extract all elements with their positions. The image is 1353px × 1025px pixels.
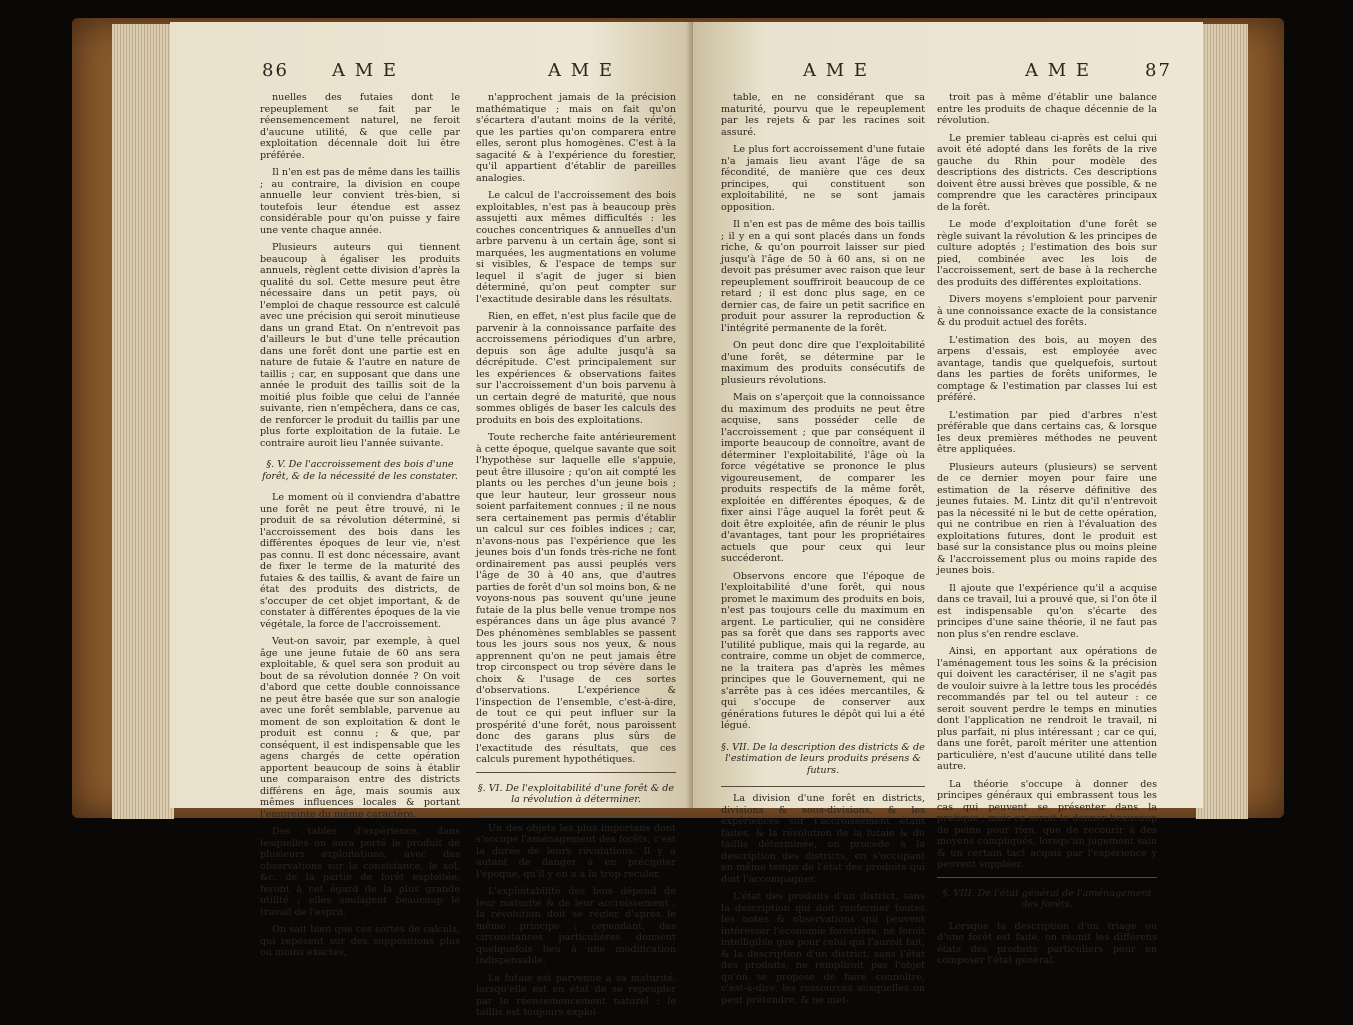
page-number: 87 xyxy=(1145,60,1172,81)
text-column-1 xyxy=(260,92,460,965)
paragraph: Il ajoute que l'expérience qu'il a acquise dans ce travail, lui a prouvé que, si l'on ôte il est indispensable qu'on s'écarte des principes d'une saine théorie, il ne faut pas non plus s'en rendre esclave. xyxy=(937,582,1157,640)
running-header: A M E xyxy=(548,60,615,81)
text-column-2 xyxy=(937,92,1157,973)
paragraph: Il n'en est pas de même des bois taillis ; il y en a qui sont placés dans un fonds riche, & qu'on pourroit laisser sur pied jusqu'à l'âge de 50 à 60 ans, si on ne devoit pas présumer avec raison que leur repeuplement souffriroit beaucoup de ce retard ; il est donc plus sage, en ce dernier cas, de faire un petit sacrifice en produit pour assurer la reproduction & l'intégrité permanente de la forêt. xyxy=(721,219,925,334)
paragraph: Le premier tableau ci-après est celui qui avoit été adopté dans les forêts de la rive gauche du Rhin pour modèle des descriptions des districts. Ces descriptions doivent être aussi brèves que possible, & ne comprendre que les caractères principaux de la forêt. xyxy=(937,132,1157,213)
paragraph: L'estimation par pied d'arbres n'est préférable que dans certains cas, & lorsque les deux premières méthodes ne peuvent être appliquées. xyxy=(937,409,1157,455)
paragraph: Toute recherche faite antérieurement à cette époque, quelque savante que soit l'hypothèse sur laquelle elle s'appuie, peut être illusoire ; qu'on ait compté les plants ou les perches d'un jeune bois ; que leur hauteur, leur grosseur nous soient parfaitement connues ; il ne nous sera certainement pas permis d'établir un calcul sur ces foibles indices ; car, n'avons-nous pas l'expérience que les jeunes bois d'un fonds très-riche ne font ordinairement pas aussi peuplés vers l'âge de 30 à 40 ans, que d'autres parties de forêt d'un sol moins bon, & ne voyons-nous pas souvent qu'une jeune futaie de la plus belle venue trompe nos espérances dans un âge plus avancé ? Des phénomènes semblables se passent tous les jours sous nos yeux, & nous apprennent qu'on ne peut jamais être trop circonspect ou trop sévère dans le choix & l'usage de ces sortes d'observations. L'expérience & l'inspection de l'ensemble, c'est-à-dire, de tout ce qui peut influer sur la prospérité d'une forêt, nous paroissent donc des garans plus sûrs de l'exactitude des résultats, que ces calculs purement hypothétiques. xyxy=(476,432,676,765)
running-header: A M E xyxy=(1025,60,1092,81)
paragraph: Plusieurs auteurs qui tiennent beaucoup à égaliser les produits annuels, règlent cette division d'après la qualité du sol. Cette mesure peut être nécessaire dans un petit pays, où l'emploi de chaque ressource est calculé avec une précision qui seroit minutieuse dans un grand Etat. On n'entrevoit pas d'ailleurs le but d'une telle précaution dans une forêt dont une partie est en nature de futaie & l'autre en nature de taillis ; car, en supposant que dans une année le produit des taillis soit de la moitié plus foible que celui de l'année suivante, rien n'empêchera, dans ce cas, de renforcer le produit du taillis par une plus forte exploitation de la futaie. Le contraire auroit lieu l'année suivante. xyxy=(260,242,460,449)
paragraph: table, en ne considérant que sa maturité, pourvu que le repeuplement par les rejets & par les racines soit assuré. xyxy=(721,92,925,138)
page-edges-left xyxy=(112,24,174,819)
section-heading: §. V. De l'accroissement des bois d'une forêt, & de la nécessité de les constater. xyxy=(262,459,458,482)
text-column-2 xyxy=(476,92,676,1025)
section-heading: §. VII. De la description des districts & de l'estimation de leurs produits présens & futurs. xyxy=(721,741,925,776)
paragraph: troit pas à même d'établir une balance entre les produits de chaque décennie de la révolution. xyxy=(937,92,1157,126)
paragraph: Le calcul de l'accroissement des bois exploitables, n'est pas à beaucoup près assujetti aux mêmes difficultés : les couches concentriques & annuelles d'un arbre parvenu à un certain âge, sont si marquées, les augmentations en volume si visibles, & l'espace de temps sur lequel il s'agit de juger si bien déterminé, qu'on peut compter sur l'exactitude desirable dans les résultats. xyxy=(476,190,676,305)
paragraph: Il n'en est pas de même dans les taillis ; au contraire, la division en coupe annuelle leur convient très-bien, si toutefois leur étendue est assez considérable pour qu'on puisse y faire une vente chaque année. xyxy=(260,167,460,236)
paragraph: Lorsque la description d'un triage ou d'une forêt est faite, on réunit les différens états des produits particuliers pour en composer l'état général. xyxy=(937,920,1157,966)
page-number: 86 xyxy=(262,60,289,81)
running-header: A M E xyxy=(332,60,399,81)
paragraph: Mais on s'aperçoit que la connoissance du maximum des produits ne peut être acquise, sans posséder celle de l'accroissement ; que par conséquent il importe beaucoup de connoître, avant de déterminer l'exploitabilité, l'âge où la force végétative se prononce le plus vigoureusement, de comparer les produits respectifs de la même forêt, exploitée en différentes époques, & de fixer ainsi l'âge auquel la forêt peut & doit être exploitée, afin de réunir le plus d'avantages, tant pour les propriétaires actuels que pour ceux qui leur succéderont. xyxy=(721,392,925,564)
paragraph: Un des objets les plus importans dont s'occupe l'aménagement des forêts, c'est la durée de leurs révolutions. Il y a autant de danger à en précipiter l'époque, qu'il y en a à la trop reculer. xyxy=(476,822,676,880)
text-column-1 xyxy=(721,92,925,1012)
divider xyxy=(721,786,925,787)
paragraph: Le plus fort accroissement d'une futaie n'a jamais lieu avant l'âge de sa fécondité, de manière que ces deux principes, qui constituent son exploitabilité, ne se sont jamais opposition. xyxy=(721,144,925,213)
paragraph: L'estimation des bois, au moyen des arpens d'essais, est employée avec avantage, tandis que quelquefois, surtout dans les parties de forêts uniformes, le comptage & l'estimation par classes lui est préféré. xyxy=(937,334,1157,403)
paragraph: La futaie est parvenue à sa maturité, lorsqu'elle est en état de se repeupler par le réensemencement naturel ; le taillis est toujours exploi- xyxy=(476,972,676,1018)
paragraph: Le mode d'exploitation d'une forêt se règle suivant la révolution & les principes de culture adoptés ; l'estimation des bois sur pied, combinée avec les lois de l'accroissement, sert de base à la recherche des produits des différentes exploitations. xyxy=(937,219,1157,288)
paragraph: La théorie s'occupe à donner des principes généraux qui embrassent tous les cas qui peuvent se présenter dans la pratique ; mais ce seroit le donner beaucoup de peine pour rien, que de recourir à des moyens compliqués, lorsqu'un jugement sain & un certain tact acquis par l'expérience y peuvent suppléer. xyxy=(937,778,1157,870)
divider xyxy=(476,816,676,817)
paragraph: Veut-on savoir, par exemple, à quel âge une jeune futaie de 60 ans sera exploitable, & quel sera son produit au bout de sa révolution donnée ? On voit d'abord que cette double connoissance ne peut être basée que sur son analogie avec une forêt semblable, parvenue au moment de son exploitation & dont le produit est connu ; & que, par conséquent, il est indispensable que les agens chargés de cette opération apportent beaucoup de soins à établir une comparaison entre des districts différens en âge, mais soumis aux mêmes influences locales & portant l'empreinte du même caractère. xyxy=(260,636,460,820)
running-header: A M E xyxy=(803,60,870,81)
right-page xyxy=(693,22,1203,1006)
divider xyxy=(937,877,1157,878)
paragraph: n'approchent jamais de la précision mathématique ; mais on fait qu'on s'écartera d'autant moins de la vérité, que les parties qu'on comparera entre elles, seront plus homogènes. C'est à la sagacité & à l'expérience du forestier, qu'il appartient d'établir de pareilles analogies. xyxy=(476,92,676,184)
paragraph: Ainsi, en apportant aux opérations de l'aménagement tous les soins & la précision qui doivent les caractériser, il ne s'agit pas de vouloir suivre à la lettre tous les procédés recommandés par tel ou tel auteur : ce seroit souvent perdre le temps en minuties dont l'application ne rendroit le travail, ni plus parfait, ni plus intéressant ; car ce qui, dans une forêt, paroît mériter une attention particulière, n'est d'aucune utilité dans telle autre. xyxy=(937,646,1157,772)
page-edges-right xyxy=(1196,24,1248,819)
paragraph: On sait bien que ces sortes de calculs, qui reposent sur des suppositions plus ou moins exactes, xyxy=(260,924,460,958)
section-heading: §. VI. De l'exploitabilité d'une forêt & de la révolution à déterminer. xyxy=(477,782,675,805)
paragraph: Divers moyens s'emploient pour parvenir à une connoissance exacte de la consistance & du produit actuel des forêts. xyxy=(937,294,1157,328)
paragraph: On peut donc dire que l'exploitabilité d'une forêt, se détermine par le maximum des produits consécutifs de plusieurs révolutions. xyxy=(721,340,925,386)
paragraph: L'exploitabilité des bois dépend de leur maturité & de leur accroissement ; la révolution doit se régler d'après le même principe ; cependant, des circonstances particulières donnent quelquefois lieu à une modification indispensable. xyxy=(476,886,676,966)
left-page xyxy=(170,22,693,1018)
paragraph: Des tables d'expérience, dans lesquelles on aura porté le produit de plusieurs exploitations, avec des observations sur la consistance, le sol, &c. de la partie de forêt exploitée, feront à cet égard de la plus grande utilité ; elles soulagent beaucoup le travail de l'esprit. xyxy=(260,826,460,918)
paragraph: L'état des produits d'un district, sans la description qui doit renfermer toutes les notes & observations qui peuvent intéresser l'économie forestière, ne feroit intelligible que pour celui qui l'auroit fait, & la description d'un district, sans l'état des produits, ne rempliroit pas l'objet qu'on se propose de faire connoître, c'est-à-dire, les ressources auxquelles on peut prétendre, & ne met- xyxy=(721,891,925,1006)
paragraph: Plusieurs auteurs (plusieurs) se servent de ce dernier moyen pour faire une estimation de la réserve définitive des jeunes futaies. M. Lintz dit qu'il n'entrevoit pas la nécessité ni le but de cette opération, qui ne contribue en rien à l'évaluation des exploitations futures, dont le produit est basé sur la consistance plus ou moins pleine & l'accroissement plus ou moins rapide des jeunes bois. xyxy=(937,461,1157,576)
paragraph: Le moment où il conviendra d'abattre une forêt ne peut être trouvé, ni le produit de sa révolution déterminé, si l'accroissement des bois dans les différentes époques de leur vie, n'est pas connu. Il est donc nécessaire, avant de fixer le terme de la maturité des futaies & des taillis, & avant de faire un état des produits des districts, de s'occuper de cet objet important, & de constater à différentes époques de la vie végétale, la force de l'accroissement. xyxy=(260,492,460,630)
paragraph: Observons encore que l'époque de l'exploitabilité d'une forêt, qui nous promet le maximum des produits en bois, n'est pas toujours celle du maximum en argent. Le particulier, qui ne considère pas sa forêt que dans ses rapports avec l'utilité publique, mais qui la regarde, au contraire, comme un objet de commerce, ne la traitera pas d'après les mêmes principes que le Gouvernement, qui ne s'arrête pas à ces idées mercantiles, & qui s'occupe de conserver aux générations futures le dépôt qui lui a été légué. xyxy=(721,570,925,731)
paragraph: Rien, en effet, n'est plus facile que de parvenir à la connoissance parfaite des accroissemens périodiques d'un arbre, depuis son âge adulte jusqu'à sa décrépitude. C'est principalement sur les expériences & observations faites sur l'accroissement d'un bois parvenu à un certain degré de maturité, que nous sommes obligés de baser les calculs des produits en bois des exploitations. xyxy=(476,311,676,426)
paragraph: nuelles des futaies dont le repeuplement se fait par le réensemencement naturel, ne feroit d'aucune utilité, & que celle par exploitation décennale doit lui être préférée. xyxy=(260,92,460,161)
paragraph: La division d'une forêt en districts, divisions & sous-divisions, & les expériences sur l'accroissement étant faites, & la révolution de la futaie & du taillis déterminée, on procède à la description des districts, en s'occupant en même temps de l'état des produits qui doit l'accompagner. xyxy=(721,793,925,885)
divider xyxy=(476,772,676,773)
section-heading: §. VIII. De l'état général de l'aménagement des forêts. xyxy=(942,887,1152,910)
